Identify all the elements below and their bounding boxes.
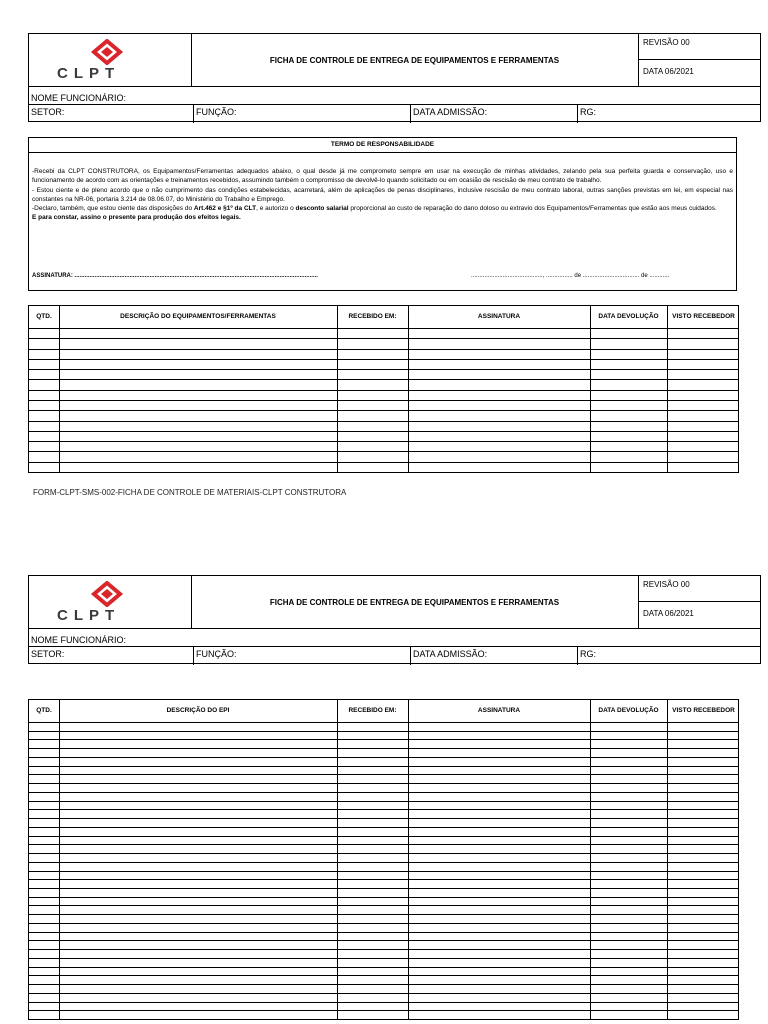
divider xyxy=(410,647,411,665)
form-code-footer: FORM-CLPT-SMS-002-FICHA DE CONTROLE DE MATERIAIS-CLPT CONSTRUTORA xyxy=(33,488,347,497)
column-header: DESCRIÇÃO DO EQUIPAMENTOS/FERRAMENTAS xyxy=(120,313,276,320)
table-row[interactable] xyxy=(29,739,738,740)
table-row[interactable] xyxy=(29,410,738,411)
equipment-table xyxy=(28,305,739,473)
table-row[interactable] xyxy=(29,897,738,898)
form-title: FICHA DE CONTROLE DE ENTREGA DE EQUIPAMENTOS E FERRAMENTAS xyxy=(191,34,639,86)
table-row[interactable] xyxy=(29,421,738,422)
header-divider xyxy=(29,722,738,723)
term-title: TERMO DE RESPONSABILIDADE xyxy=(29,138,736,153)
form-header-1 xyxy=(28,33,761,122)
table-row[interactable] xyxy=(29,967,738,968)
table-row[interactable] xyxy=(29,379,738,380)
column-header: DATA DEVOLUÇÃO xyxy=(598,707,659,714)
table-row[interactable] xyxy=(29,940,738,941)
table-row[interactable] xyxy=(29,949,738,950)
term-paragraph: - Estou ciente e de pleno acordo que o não cumprimento das condições estabelecidas, acarretará, além de aplicações de penas disciplinares, inclusive rescisão de meu contrato laboral, outras sanções previstas em lei, em especial nas constantes na NR-06, portaria 3.214 de 08.06.07, do Ministério do Trabalho e Emprego. xyxy=(32,186,733,203)
table-row[interactable] xyxy=(29,827,738,828)
column-header: QTD. xyxy=(36,707,52,714)
sector-field[interactable]: SETOR: xyxy=(31,107,65,117)
place-date-line[interactable]: ..........................................., ................ de .................................. de ............ xyxy=(471,273,670,279)
table-row[interactable] xyxy=(29,1010,738,1011)
table-row[interactable] xyxy=(29,792,738,793)
logo-cell xyxy=(29,576,192,628)
table-row[interactable] xyxy=(29,836,738,837)
column-header: ASSINATURA xyxy=(477,707,521,714)
table-row[interactable] xyxy=(29,451,738,452)
table-row[interactable] xyxy=(29,349,738,350)
divider xyxy=(577,105,578,123)
table-row[interactable] xyxy=(29,783,738,784)
logo-cell xyxy=(29,34,192,86)
term-paragraph: -Recebi da CLPT CONSTRUTORA, os Equipamentos/Ferramentas adequados abaixo, o qual desde já me comprometo sempre em usar na execução de minhas atividades, zelando pela sua perfeita guarda e conservação, uso e funcionamento de acordo com as orientações e treinamentos recebidos, assumindo também o compromisso de devolvê-lo quando solicitado ou em ocasião de rescisão de meu contrato de trabalho. xyxy=(32,168,733,185)
term-text: , e autorizo o xyxy=(256,205,296,213)
logo-text: CLPT xyxy=(57,65,121,82)
column-header: QTD. xyxy=(36,313,52,320)
divider xyxy=(193,647,194,665)
divider xyxy=(577,647,578,665)
table-row[interactable] xyxy=(29,441,738,442)
table-row[interactable] xyxy=(29,774,738,775)
term-bold-text: Art.462 e §1º da CLT xyxy=(193,205,257,213)
table-row[interactable] xyxy=(29,359,738,360)
function-field[interactable]: FUNÇÃO: xyxy=(196,649,237,659)
table-row[interactable] xyxy=(29,757,738,758)
table-row[interactable] xyxy=(29,369,738,370)
logo-text: CLPT xyxy=(57,607,121,624)
table-row[interactable] xyxy=(29,809,738,810)
divider xyxy=(193,105,194,123)
table-row[interactable] xyxy=(29,766,738,767)
term-closing: E para constar, assino o presente para produção dos efeitos legais. xyxy=(32,214,241,222)
table-row[interactable] xyxy=(29,390,738,391)
table-row[interactable] xyxy=(29,932,738,933)
function-field[interactable]: FUNÇÃO: xyxy=(196,107,237,117)
clpt-logo-icon xyxy=(87,581,127,607)
table-row[interactable] xyxy=(29,914,738,915)
table-row[interactable] xyxy=(29,462,738,463)
table-row[interactable] xyxy=(29,984,738,985)
table-row[interactable] xyxy=(29,871,738,872)
term-body xyxy=(32,167,733,223)
sector-field[interactable]: SETOR: xyxy=(31,649,65,659)
table-row[interactable] xyxy=(29,844,738,845)
divider xyxy=(410,105,411,123)
term-paragraph xyxy=(32,204,733,213)
table-row[interactable] xyxy=(29,905,738,906)
table-row[interactable] xyxy=(29,993,738,994)
table-row[interactable] xyxy=(29,400,738,401)
header-divider xyxy=(29,328,738,329)
table-row[interactable] xyxy=(29,431,738,432)
column-header: ASSINATURA xyxy=(477,313,521,320)
form-header-2 xyxy=(28,575,761,664)
admission-date-field[interactable]: DATA ADMISSÃO: xyxy=(413,107,488,117)
term-text: -Declaro, também, que estou ciente das disposições do xyxy=(32,205,194,213)
column-header: VISTO RECEBEDOR xyxy=(672,707,735,714)
table-row[interactable] xyxy=(29,879,738,880)
rg-field[interactable]: RG: xyxy=(580,107,597,117)
column-header: RECEBIDO EM: xyxy=(348,313,397,320)
form-title: FICHA DE CONTROLE DE ENTREGA DE EQUIPAMENTOS E FERRAMENTAS xyxy=(191,576,639,628)
column-header: DESCRIÇÃO DO EPI xyxy=(166,707,230,714)
table-row[interactable] xyxy=(29,853,738,854)
table-row[interactable] xyxy=(29,958,738,959)
table-row[interactable] xyxy=(29,862,738,863)
column-header: RECEBIDO EM: xyxy=(348,707,397,714)
column-header: VISTO RECEBEDOR xyxy=(672,313,735,320)
rg-field[interactable]: RG: xyxy=(580,649,597,659)
epi-table xyxy=(28,699,739,1020)
admission-date-field[interactable]: DATA ADMISSÃO: xyxy=(413,649,488,659)
info-row xyxy=(29,646,760,665)
info-row xyxy=(29,104,760,123)
signature-line[interactable]: ASSINATURA: .................................................................................................................................................. xyxy=(32,273,318,279)
clpt-logo-icon xyxy=(87,39,127,65)
term-text: proporcional ao custo de reparação do dano doloso ou extravio dos Equipamentos/Ferramentas que estão aos meus cuidados. xyxy=(348,205,717,213)
term-bold-text: desconto salarial xyxy=(295,205,349,213)
revision-label: REVISÃO 00 xyxy=(638,576,760,602)
employee-name-field[interactable]: NOME FUNCIONÁRIO: xyxy=(29,86,760,104)
table-row[interactable] xyxy=(29,975,738,976)
column-header: DATA DEVOLUÇÃO xyxy=(598,313,659,320)
table-row[interactable] xyxy=(29,818,738,819)
revision-label: REVISÃO 00 xyxy=(638,34,760,60)
table-row[interactable] xyxy=(29,1002,738,1003)
responsibility-term xyxy=(28,137,737,291)
table-row[interactable] xyxy=(29,923,738,924)
table-row[interactable] xyxy=(29,338,738,339)
employee-name-field[interactable]: NOME FUNCIONÁRIO: xyxy=(29,628,760,646)
date-label: DATA 06/2021 xyxy=(643,67,694,76)
table-row[interactable] xyxy=(29,801,738,802)
table-row[interactable] xyxy=(29,731,738,732)
date-label: DATA 06/2021 xyxy=(643,609,694,618)
table-row[interactable] xyxy=(29,748,738,749)
table-row[interactable] xyxy=(29,888,738,889)
